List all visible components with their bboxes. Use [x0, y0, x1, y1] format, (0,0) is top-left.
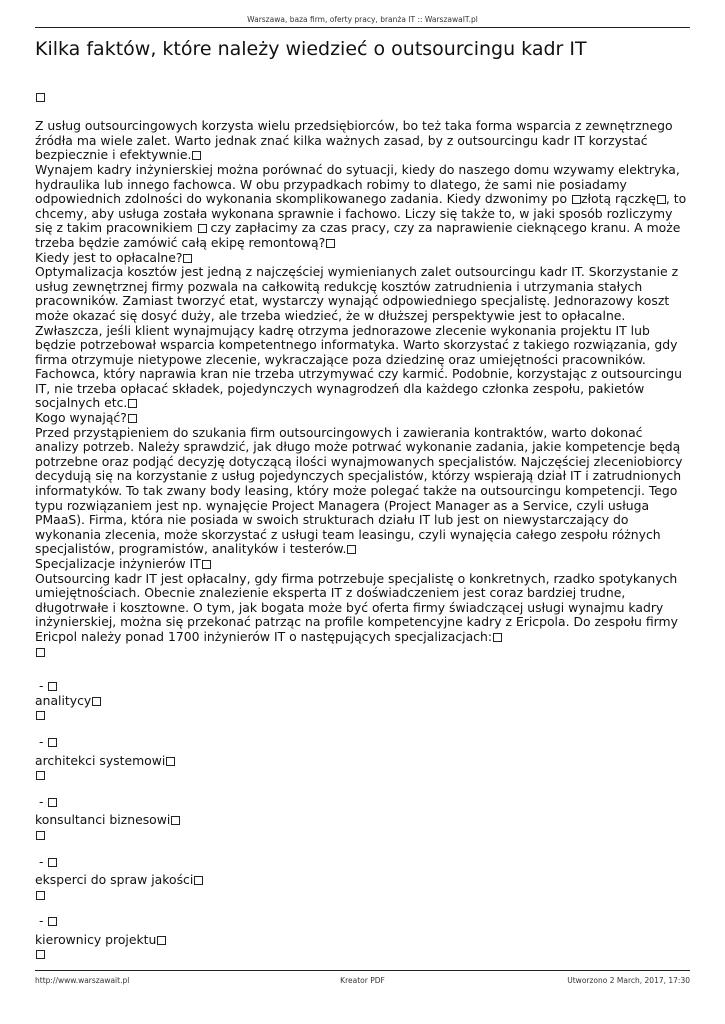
list-bullet: - [38, 733, 48, 749]
list-item-text: kierownicy projektu [35, 931, 157, 947]
paragraph-text: czy zapłacimy za czas pracy, czy za naprawienie cieknącego kranu. A może trzeba będzie zamówić całą ekipę remontową? [35, 220, 681, 250]
list-item [35, 795, 690, 843]
missing-glyph-box [657, 195, 666, 204]
spacer [35, 105, 690, 120]
missing-glyph-box [192, 151, 201, 160]
missing-glyph-box [36, 950, 45, 959]
missing-glyph-box [36, 771, 45, 780]
missing-glyph-box [166, 757, 175, 766]
missing-glyph-box [48, 738, 57, 747]
paragraph-text: , to chcemy, aby usługa została wykonana sprawnie i fachowo. Liczy się także to, w jaki sposób rozliczymy się z takim pracownikiem [35, 191, 687, 236]
missing-glyph-box [36, 831, 45, 840]
footer-generator: Kreator PDF [340, 976, 385, 985]
paragraph-cost-optimization [35, 265, 690, 411]
paragraph-text: złotą rączkę [581, 191, 656, 207]
missing-glyph-box [36, 93, 45, 102]
missing-glyph-box [347, 545, 356, 554]
paragraph-text: Optymalizacja kosztów jest jedną z najczęściej wymienianych zalet outsourcingu kadr IT. Skorzystanie z usług zewnętrznej firmy pozwala na całkowitą redukcję kosztów zatrudnienia i utrzymania stałych pracowników. Zamiast tworzyć etat, wystarczy wynająć odpowiedniego specjalistę. Jednorazowy koszt może okazać się dosyć duży, ale trzeba wiedzieć, że w dłuższej perspektywie jest to opłacalne. Zwłaszcza, jeśli klient wynajmujący kadrę otrzyma jednorazowe zlecenie wykonania projektu IT lub będzie potrzebował wsparcia kompetentnego informatyka. Warto skorzystać z takiego rozwiązania, gdy firma otrzymuje nietypowe zlecenie, wykraczające poza dziedzinę oraz umiejętności pracowników. Fachowca, który naprawia kran nie trzeba utrzymywać czy karmić. Podobnie, korzystając z outsourcingu IT, nie trzeba opłacać składek, pojedynczych wynagrodzeń dla każdego członka zespołu, pakietów socjalnych etc. [35, 264, 682, 411]
paragraph-specializations [35, 572, 690, 645]
list-bullet: - [38, 913, 48, 929]
footer-rule [35, 970, 690, 971]
section-heading-profitability [35, 251, 690, 266]
missing-glyph-box [194, 876, 203, 885]
missing-glyph-box [48, 798, 57, 807]
missing-glyph-box [36, 648, 45, 657]
list-item [35, 914, 690, 962]
heading-text: Specjalizacje inżynierów IT [35, 556, 201, 571]
list-item [35, 679, 690, 723]
paragraph-text: Przed przystąpieniem do szukania firm outsourcingowych i zawierania kontraktów, warto dokonać analizy potrzeb. Należy sprawdzić, jak długo może potrwać wykonanie zadania, jakie kompetencje będą potrzebne oraz podjąć decyzję dotyczącą ilości wynajmowanych specjalistów. Najczęściej zleceniobiorcy decydują się na korzystanie z usług pojedynczych specjalistów, którzy wspierają dział IT i zatrudnionych informatyków. To tak zwany body leasing, który może polegać także na outsourcingu kompetencji. Tego typu rozwiązaniem jest np. wynajęcie Project Managera (Project Manager as a Service, czyli usługa PMaaS). Firma, która nie posiada w swoich strukturach działu IT lub jest on niewystarczający do wykonania zlecenia, może skorzystać z usługi team leasingu, czyli wynajęcia całego zespołu różnych specjalistów, programistów, analityków i testerów. [35, 424, 683, 557]
missing-glyph-line [35, 645, 690, 660]
paragraph-needs-analysis [35, 426, 690, 557]
missing-glyph-box [48, 858, 57, 867]
missing-glyph-box [198, 224, 207, 233]
header-rule [35, 27, 690, 28]
list-item-text: eksperci do spraw jakości [35, 872, 194, 888]
paragraph-text: Outsourcing kadr IT jest opłacalny, gdy firma potrzebuje specjalistę o konkretnych, rzadko spotykanych umiejętnościach. Obecnie znalezienie eksperta IT z doświadczeniem jest coraz bardziej trudne, długotrwałe i kosztowne. O tym, jak bogata może być oferta firmy świadczącej usługi wynajmu kadry inżynierskiej, można się przekonać patrząc na profile kompetencyjne kadry z Ericpola. Do zespołu firmy Ericpol należy ponad 1700 inżynierów IT o następujących specjalizacjach: [35, 570, 678, 644]
paragraph-text: Wynajem kadry inżynierskiej można porównać do sytuacji, kiedy do naszego domu wzywamy elektryka, hydraulika lub innego fachowca. W obu przypadkach robimy to dlatego, że sami nie posiadamy odpowiednich zdolności do wykonania skomplikowanego zadania. Kiedy dzwonimy po [35, 161, 680, 207]
footer-url: http://www.warszawait.pl [35, 976, 130, 985]
list-item-text: architekci systemowi [35, 752, 166, 768]
missing-glyph-box [48, 917, 57, 926]
list-bullet: - [38, 678, 48, 694]
list-item [35, 735, 690, 783]
page-header: Warszawa, baza firm, oferty pracy, branża IT :: WarszawaIT.pl [247, 15, 478, 24]
heading-text: Kogo wynająć? [35, 410, 127, 426]
list-bullet: - [38, 853, 48, 869]
missing-glyph-box [36, 891, 45, 900]
missing-glyph-box [157, 936, 166, 945]
missing-glyph-line [35, 90, 690, 105]
section-heading-specializations [35, 557, 690, 572]
missing-glyph-box [48, 682, 57, 691]
paragraph-comparison [35, 163, 690, 251]
list-item [35, 855, 690, 903]
footer-created: Utworzono 2 March, 2017, 17:30 [567, 976, 690, 985]
missing-glyph-box [493, 633, 502, 642]
list-item-text: konsultanci biznesowi [35, 812, 171, 828]
missing-glyph-box [326, 239, 335, 248]
paragraph-intro [35, 119, 690, 163]
missing-glyph-box [128, 399, 137, 408]
list-item-text: analitycy [35, 692, 92, 708]
list-bullet: - [38, 793, 48, 809]
missing-glyph-box [128, 414, 137, 423]
missing-glyph-box [202, 560, 211, 569]
missing-glyph-box [92, 697, 101, 706]
missing-glyph-box [171, 816, 180, 825]
missing-glyph-box [572, 195, 581, 204]
missing-glyph-box [183, 254, 192, 263]
heading-text: Kiedy jest to opłacalne? [35, 249, 183, 265]
paragraph-text: Z usług outsourcingowych korzysta wielu przedsiębiorców, bo też taka forma wsparcia z zewnętrznego źródła ma wiele zalet. Warto jednak znać kilka ważnych zasad, by z outsourcingu kadr IT korzystać bezpiecznie i efektywnie. [35, 118, 673, 163]
missing-glyph-box [36, 711, 45, 720]
article-body [35, 90, 690, 962]
article-title: Kilka faktów, które należy wiedzieć o outsourcingu kadr IT [35, 38, 587, 60]
section-heading-who-to-hire [35, 411, 690, 426]
